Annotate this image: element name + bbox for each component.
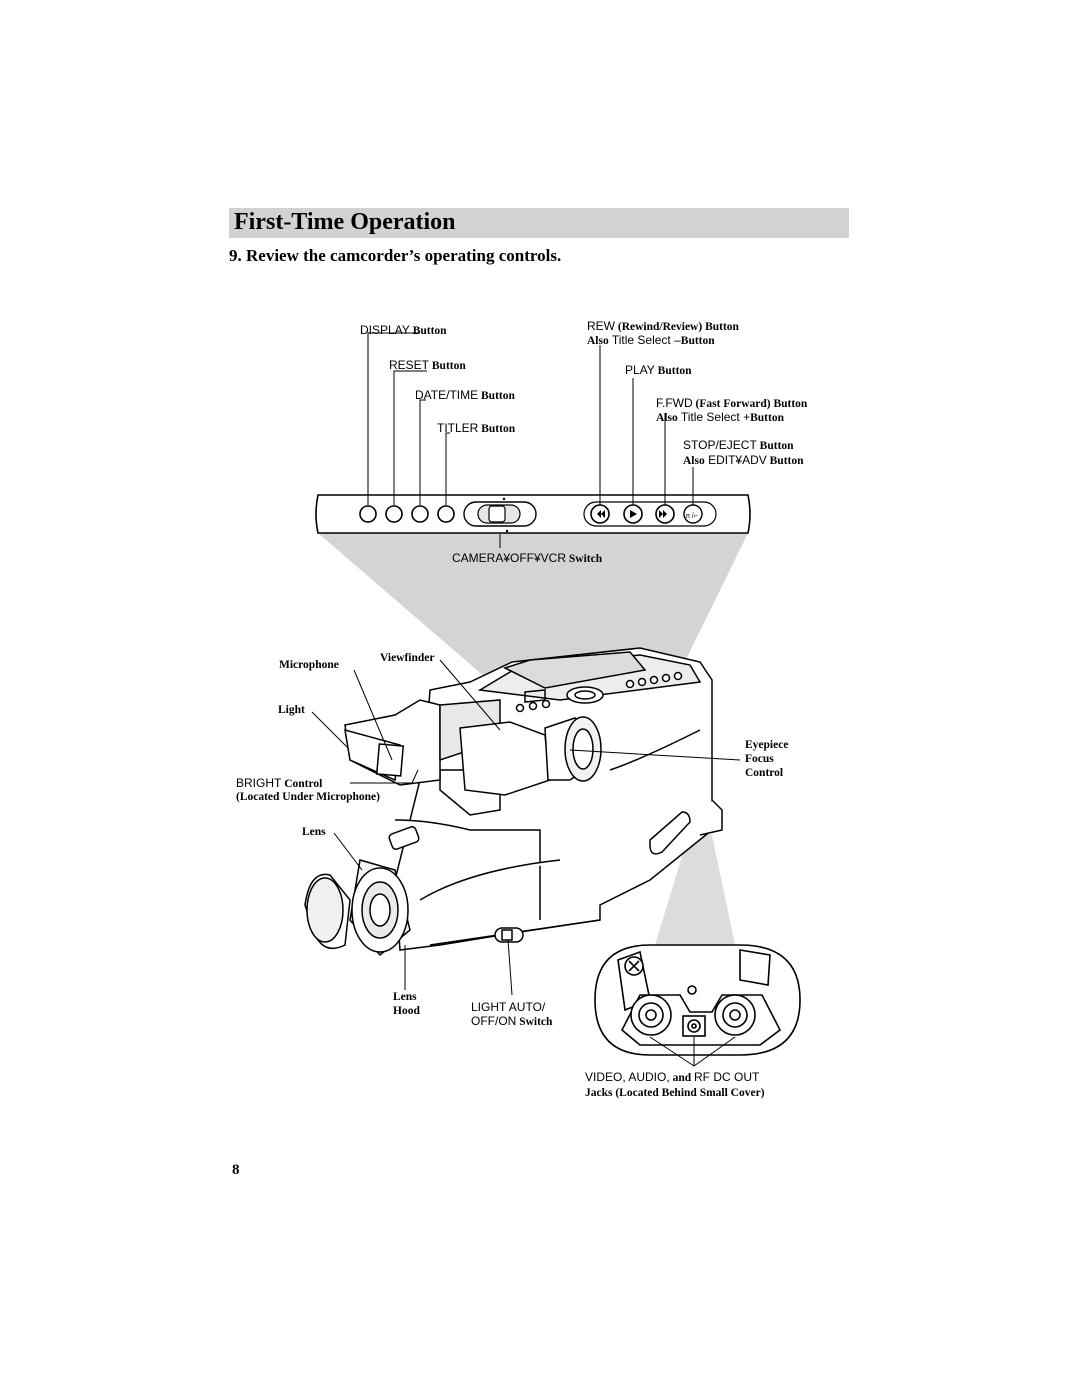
jack-panel [595,945,800,1055]
eyepiece-label-2: Focus [745,753,774,765]
light-label: Light [278,704,305,716]
lens-label: Lens [302,826,326,838]
bright-location-label: (Located Under Microphone) [236,791,380,803]
page-number: 8 [232,1162,240,1178]
stop-also-label: Also EDIT¥ADV Button [683,453,804,467]
stop-eject-button-label: STOP/EJECT Button [683,438,794,452]
mode-switch-label: CAMERA¥OFF¥VCR Switch [452,551,603,565]
eyepiece-label-3: Control [745,767,784,779]
reset-button-label: RESET Button [389,358,466,372]
jacks-label-2: Jacks (Located Behind Small Cover) [585,1087,765,1099]
light-switch-label-1: LIGHT AUTO/ [471,1000,546,1014]
viewfinder-label: Viewfinder [380,652,435,664]
titler-button-label: TITLER Button [437,421,516,435]
control-panel [316,495,750,533]
eyepiece-label-1: Eyepiece [745,739,789,751]
section-title: First-Time Operation [234,209,456,235]
rew-also-label: Also Title Select –Button [587,333,715,347]
step-heading: 9. Review the camcorder’s operating controls. [229,246,562,265]
ffwd-also-label: Also Title Select +Button [656,410,784,424]
datetime-button-label: DATE/TIME Button [415,388,515,402]
lens-hood-label-2: Hood [393,1005,420,1017]
lens-hood-label-1: Lens [393,991,417,1003]
bright-control-label: BRIGHT Control [236,776,323,790]
rew-button-label: REW (Rewind/Review) Button [587,319,739,333]
svg-text:п /⌐: п /⌐ [686,513,698,520]
jacks-label-1: VIDEO, AUDIO, and RF DC OUT [585,1070,760,1084]
ffwd-button-label: F.FWD (Fast Forward) Button [656,396,808,410]
display-button-label: DISPLAY Button [360,323,447,337]
microphone-label: Microphone [279,659,339,671]
play-button-label: PLAY Button [625,363,692,377]
light-switch-label-2: OFF/ON Switch [471,1014,553,1028]
